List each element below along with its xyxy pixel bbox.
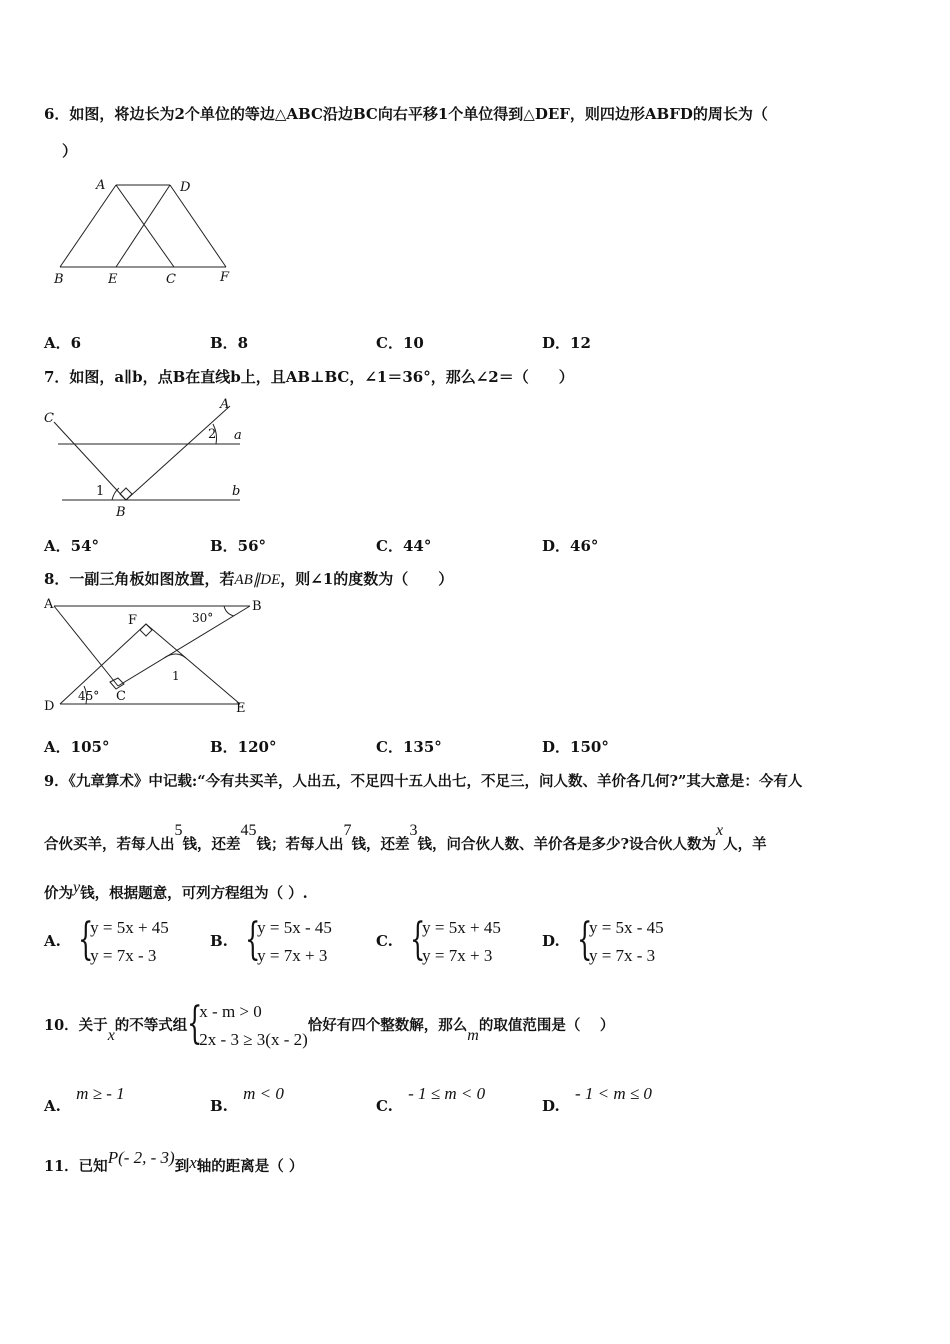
- figure-q7-parallel-lines: [40, 392, 255, 522]
- question-7-text: 7．如图，a∥b，点B在直线b上，且AB⊥BC，∠1＝36°，那么∠2＝（ ）: [44, 368, 574, 386]
- q11-text: 11．已知: [44, 1158, 108, 1175]
- q10-option-b[interactable]: [210, 1084, 284, 1115]
- q9-option-a[interactable]: A. { y = 5x + 45 y = 7x - 3: [44, 914, 169, 965]
- option-label: C.: [376, 1097, 393, 1115]
- q11-point: P(- 2, - 3): [107, 1148, 175, 1167]
- label-angle-2: 2: [208, 427, 217, 442]
- q11-text: 轴的距离是（ ）: [196, 1158, 304, 1175]
- label-E: E: [236, 701, 246, 716]
- label-E: E: [108, 272, 118, 287]
- q7-option-a[interactable]: A．54°: [44, 537, 100, 555]
- label-A: A: [220, 397, 230, 412]
- q6-option-b[interactable]: B．8: [210, 334, 249, 352]
- label-C: C: [116, 689, 126, 704]
- q6-option-a[interactable]: A．6: [44, 334, 82, 352]
- q10-text: 的不等式组: [114, 1017, 188, 1034]
- option-label: D.: [542, 1097, 560, 1115]
- q9-option-b[interactable]: B. { y = 5x - 45 y = 7x + 3: [210, 914, 332, 965]
- question-8-text: [44, 568, 453, 589]
- q10-text: 10．关于: [44, 1017, 108, 1034]
- label-F: F: [220, 270, 230, 285]
- q9-var-x: x: [716, 822, 724, 839]
- q9-number-45: 45: [240, 822, 257, 839]
- label-F: F: [128, 613, 138, 628]
- option-expression: m < 0: [243, 1084, 284, 1103]
- label-C: C: [166, 272, 176, 287]
- label-angle-1: 1: [96, 484, 105, 499]
- q6-option-d[interactable]: D．12: [542, 334, 591, 352]
- equation-1: y = 5x + 45: [90, 918, 169, 937]
- q8-option-c[interactable]: C．135°: [376, 738, 442, 756]
- q10-text: 恰好有四个整数解，那么: [307, 1017, 468, 1034]
- label-angle-45: 45°: [78, 689, 100, 703]
- q9-option-c[interactable]: C. { y = 5x + 45 y = 7x + 3: [376, 914, 501, 965]
- q11-var-x: x: [189, 1153, 197, 1172]
- option-label: B.: [210, 1097, 228, 1115]
- q8-condition: AB∥DE: [234, 572, 281, 588]
- label-C: C: [44, 411, 54, 426]
- q8-option-d[interactable]: D．150°: [542, 738, 609, 756]
- label-D: D: [180, 180, 191, 195]
- question-11-text: [44, 1148, 304, 1176]
- q8-suffix: ，则∠1的度数为（ ）: [280, 570, 454, 588]
- q10-option-d[interactable]: [542, 1084, 652, 1115]
- q9-text: 钱，问合伙人数、羊价各是多少?设合伙人数为: [417, 836, 716, 853]
- q6-option-c[interactable]: C．10: [376, 334, 424, 352]
- equation-1: y = 5x + 45: [422, 918, 501, 937]
- q9-number-3: 3: [409, 822, 418, 839]
- option-label: A.: [44, 1097, 61, 1115]
- question-9-line2: [44, 822, 767, 854]
- label-A: A: [96, 178, 106, 193]
- option-label: A.: [44, 932, 61, 950]
- question-6-text: 6．如图，将边长为2个单位的等边△ABC沿边BC向右平移1个单位得到△DEF，则四边形ABFD的周长为（: [44, 105, 768, 123]
- q9-number-7: 7: [343, 822, 352, 839]
- question-10-text: 10．关于x的不等式组 { x - m > 0 2x - 3 ≥ 3(x - 2)恰好有四个整数解，那么m的取值范围是（ ）: [44, 998, 615, 1049]
- option-expression: - 1 ≤ m < 0: [408, 1084, 486, 1103]
- label-line-b: b: [232, 484, 241, 499]
- q10-text: 的取值范围是（ ）: [478, 1017, 615, 1034]
- q11-text: 到: [174, 1158, 190, 1175]
- equation-2: y = 7x + 3: [257, 946, 328, 965]
- label-line-a: a: [234, 428, 242, 443]
- equation-2: y = 7x + 3: [422, 946, 493, 965]
- q7-option-c[interactable]: C．44°: [376, 537, 432, 555]
- q9-option-d[interactable]: D. { y = 5x - 45 y = 7x - 3: [542, 914, 664, 965]
- equation-2: y = 7x - 3: [588, 946, 656, 965]
- q9-var-y: y: [73, 879, 81, 896]
- q10-option-a[interactable]: [44, 1084, 125, 1115]
- q9-text: 钱；若每人出: [256, 836, 344, 853]
- label-A: A: [44, 597, 54, 612]
- inequality-2: 2x - 3 ≥ 3(x - 2): [199, 1030, 308, 1049]
- q8-option-b[interactable]: B．120°: [210, 738, 277, 756]
- figure-q6-triangles: [50, 175, 250, 290]
- option-label: D.: [542, 932, 560, 950]
- label-B: B: [252, 599, 262, 614]
- question-6-text-cont: ）: [62, 142, 78, 160]
- q9-text: 人，羊: [723, 836, 767, 853]
- inequality-1: x - m > 0: [199, 1002, 262, 1021]
- q9-text: 合伙买羊，若每人出: [44, 836, 175, 853]
- q9-text: 钱，根据题意，可列方程组为（ ）.: [80, 885, 308, 902]
- q7-option-d[interactable]: D．46°: [542, 537, 599, 555]
- label-D: D: [44, 699, 55, 714]
- label-angle-30: 30°: [192, 611, 214, 625]
- q9-text: 钱，还差: [182, 836, 241, 853]
- q10-option-c[interactable]: [376, 1084, 486, 1115]
- option-label: C.: [376, 932, 393, 950]
- q10-var-x: x: [107, 1027, 115, 1044]
- equation-1: y = 5x - 45: [588, 918, 664, 937]
- q8-option-a[interactable]: A．105°: [44, 738, 110, 756]
- q8-prefix: 8．一副三角板如图放置，若: [44, 570, 235, 588]
- label-B: B: [54, 272, 64, 287]
- option-expression: - 1 < m ≤ 0: [574, 1084, 652, 1103]
- option-label: B.: [210, 932, 228, 950]
- equation-2: y = 7x - 3: [90, 946, 157, 965]
- q9-text: 钱，还差: [351, 836, 410, 853]
- q10-var-m: m: [467, 1027, 479, 1044]
- q7-option-b[interactable]: B．56°: [210, 537, 267, 555]
- question-9-line1: 9．《九章算术》中记载:“今有共买羊，人出五，不足四十五人出七，不足三，问人数、羊价各几何?”其大意是：今有人: [44, 773, 803, 790]
- question-9-line3: [44, 879, 308, 903]
- label-angle-1: 1: [172, 669, 180, 683]
- figure-q8-set-squares: [40, 594, 275, 719]
- equation-1: y = 5x - 45: [257, 918, 332, 937]
- q9-number-5: 5: [174, 822, 183, 839]
- label-B: B: [116, 505, 126, 520]
- option-expression: m ≥ - 1: [76, 1084, 125, 1103]
- q9-text: 价为: [44, 885, 73, 902]
